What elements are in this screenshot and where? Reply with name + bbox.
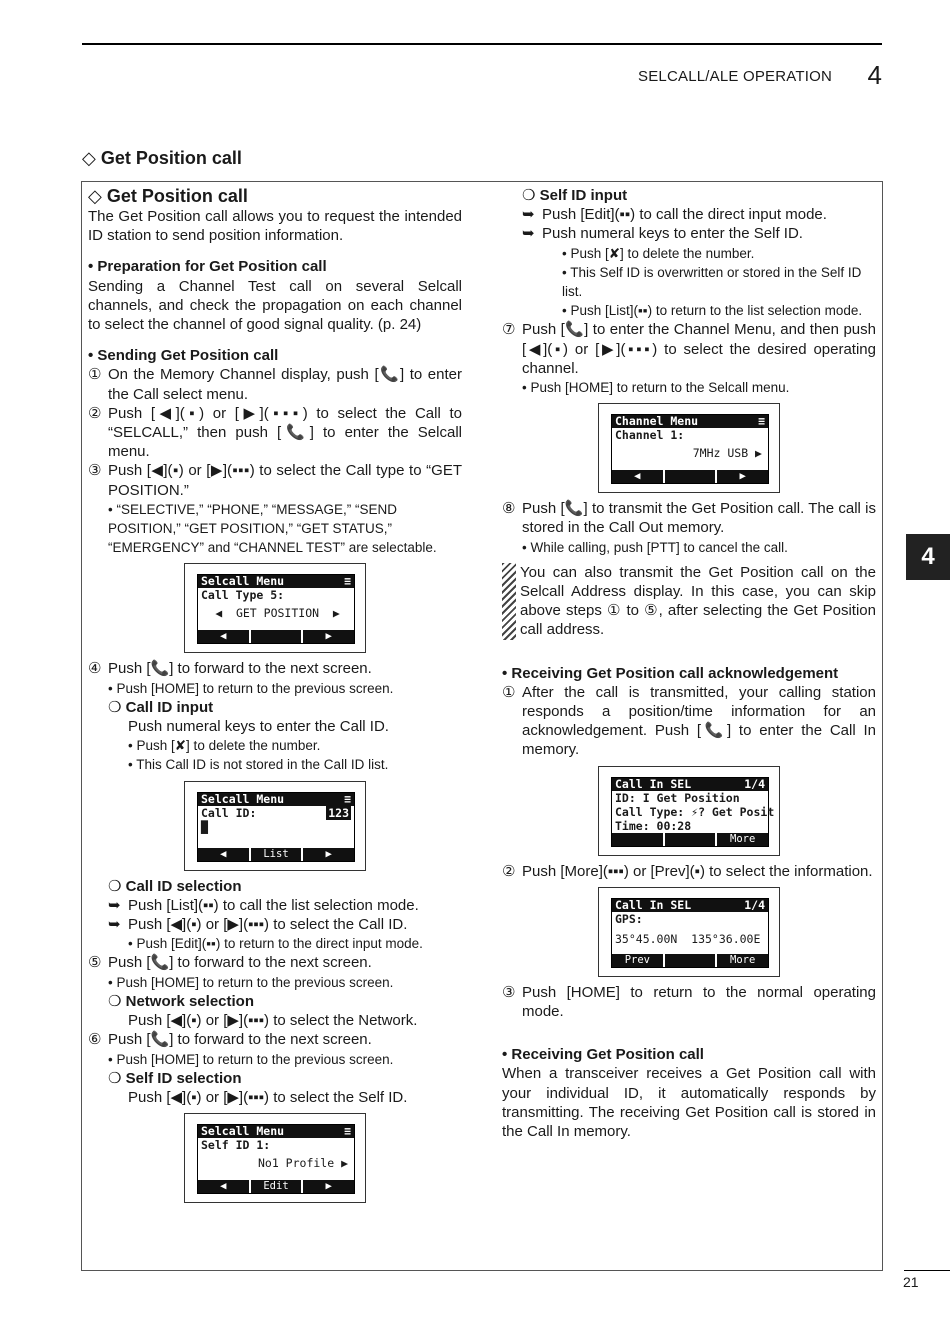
lcd-selcall-self-id: Selcall Menu ≡ Self ID 1: No1 Profile ▶ ◀ Edit ▶ [184, 1113, 366, 1203]
selfid-selection-title: ❍ Self ID selection [108, 1069, 242, 1087]
top-rule [82, 43, 882, 45]
softkey: ◀ [612, 470, 663, 483]
lcd-call-in-detail [598, 766, 780, 856]
intro-text: The Get Position call allows you to request the intended ID station to send position information. [88, 208, 462, 245]
callid-input-title: ❍ Call ID input [108, 698, 214, 716]
softkey [251, 630, 302, 643]
lcd-line: 7MHz USB ▶ [692, 446, 762, 461]
selfid-note: • This Self ID is overwritten or stored in the Self ID list. [562, 264, 862, 300]
lcd-channel-menu: Channel Menu ≡ Channel 1: 7MHz USB ▶ ◀ ▶ [598, 403, 780, 493]
step-8 [502, 499, 876, 537]
network-selection-title: ❍ Network selection [108, 992, 254, 1010]
prep-text: Sending a Channel Test call on several Selcall channels, and check the propagation on each channel to select the channel of good signal quality. (p. 24) [88, 277, 462, 334]
page-number: 21 [903, 1274, 919, 1290]
tip-text: You can also transmit the Get Position call on the Selcall Address display. In this case, you can skip above steps ① to ⑤, after selecting the Get Position call address. [520, 563, 876, 639]
softkey: ▶ [303, 1180, 354, 1193]
softkey: List [251, 848, 302, 861]
step-text: After the call is transmitted, your calling station responds a position/time information for an acknowledgement. Push [📞] to enter the Call In memory. [522, 683, 876, 759]
lcd-line: ID: I Get Position [615, 790, 740, 805]
step-text: Push [◀](▪) or [▶](▪▪▪) to select the Call type to “GET POSITION.” [108, 462, 462, 499]
step-1 [88, 365, 462, 403]
callid-sel-step: Push [◀](▪) or [▶](▪▪▪) to select the Call ID. [128, 916, 408, 934]
receiving-title: • Receiving Get Position call [502, 1046, 704, 1064]
step-6-note: • Push [HOME] to return to the previous screen. [108, 1051, 394, 1067]
softkey: More [717, 954, 768, 967]
chapter-tab: 4 [906, 534, 950, 580]
softkey: Prev [612, 954, 663, 967]
step-number: ④ [88, 660, 102, 678]
step-text: Push [📞] to enter the Channel Menu, and then push [◀](▪) or [▶](▪▪▪) to select the desired operating channel. [522, 321, 876, 377]
selfid-selection-text: Push [◀](▪) or [▶](▪▪▪) to select the Self ID. [128, 1088, 408, 1106]
step-number: ⑤ [88, 954, 102, 972]
lcd-call-in-gps [598, 887, 780, 977]
lcd-value: 123 [328, 805, 349, 820]
lcd-line: ◀ GET POSITION ▶ [215, 606, 340, 621]
lcd-title: Selcall Menu [201, 1124, 285, 1139]
softkey: ◀ [198, 848, 249, 861]
footer-rule [904, 1270, 950, 1271]
section-heading: ◇ Get Position call [82, 148, 242, 168]
tip-box [502, 563, 876, 640]
subsection-heading: ◇ Get Position call [88, 186, 248, 206]
receiving-text: When a transceiver receives a Get Position call with your individual ID, it automatically responds by transmitting. The receiving Get Position call is stored in the Call In memory. [502, 1065, 876, 1141]
arrow-icon: ➥ [108, 916, 121, 934]
step-text: Push [📞] to transmit the Get Position call. The call is stored in the Call Out memory. [522, 500, 876, 537]
callid-selection-title: ❍ Call ID selection [108, 877, 242, 895]
callid-sel-note: • Push [Edit](▪▪) to return to the direct input mode. [128, 936, 423, 952]
lcd-line: No1 Profile ▶ [257, 1156, 348, 1171]
softkey: Edit [251, 1180, 302, 1193]
step-7 [502, 320, 876, 378]
softkey [612, 833, 663, 846]
callid-sel-step: Push [List](▪▪) to call the list selection mode. [128, 896, 419, 914]
ack-step-1 [502, 683, 876, 760]
step-number: ① [502, 683, 516, 701]
step-4-note: • Push [HOME] to return to the previous screen. [108, 680, 394, 696]
step-2 [88, 404, 462, 462]
lcd-count: 1/4 [744, 897, 765, 912]
step-4 [88, 659, 462, 678]
step-3 [88, 461, 462, 499]
step-text: Push [◀](▪) or [▶](▪▪▪) to select the Call to “SELCALL,” then push [📞] to enter the Selcall menu. [108, 404, 462, 461]
lcd-line: Time: 00:28 [615, 818, 692, 833]
softkey: ◀ [198, 1180, 249, 1193]
ack-step-2 [502, 862, 876, 881]
lcd-title: Call In SEL [615, 776, 692, 791]
step-text: Push [📞] to forward to the next screen. [108, 954, 372, 972]
prep-title: • Preparation for Get Position call [88, 258, 327, 276]
running-header: SELCALL/ALE OPERATION [638, 68, 832, 85]
step-5 [88, 953, 462, 972]
selfid-input-title: ❍ Self ID input [522, 187, 628, 204]
lcd-line: Channel 1: [615, 428, 685, 443]
lcd-title: Selcall Menu [201, 791, 285, 806]
step-text: Push [📞] to forward to the next screen. [108, 1031, 372, 1049]
ack-title: • Receiving Get Position call acknowledgement [502, 664, 839, 682]
step-8-note: • While calling, push [PTT] to cancel the call. [522, 539, 788, 555]
callid-note: • Push [✘] to delete the number. [128, 738, 321, 754]
selfid-step: Push [Edit](▪▪) to call the direct input mode. [542, 206, 827, 224]
selfid-step: Push numeral keys to enter the Self ID. [542, 225, 803, 243]
lcd-cursor: █ [201, 819, 208, 834]
step-text: On the Memory Channel display, push [📞] to enter the Call select menu. [108, 366, 462, 403]
lcd-title: Call In SEL [615, 897, 692, 912]
selfid-note: • Push [✘] to delete the number. [562, 245, 755, 261]
arrow-icon: ➥ [522, 206, 535, 224]
step-number: ③ [88, 462, 102, 480]
step-number: ⑦ [502, 321, 516, 339]
step-5-note: • Push [HOME] to return to the previous screen. [108, 974, 394, 990]
lcd-count: 1/4 [744, 776, 765, 791]
lcd-title: Selcall Menu [201, 574, 285, 589]
arrow-icon: ➥ [522, 225, 535, 243]
lcd-line: 35°45.00N 135°36.00E [615, 931, 761, 946]
step-text: Push [HOME] to return to the normal operating mode. [522, 983, 876, 1021]
step-text: Push [📞] to forward to the next screen. [108, 660, 372, 678]
step-6 [88, 1030, 462, 1049]
left-column [88, 186, 462, 1209]
softkey: ▶ [717, 470, 768, 483]
arrow-icon: ➥ [108, 896, 121, 914]
lcd-line: Call Type 5: [201, 588, 285, 603]
send-title: • Sending Get Position call [88, 347, 279, 365]
lcd-title: Channel Menu [615, 414, 699, 429]
lcd-line: Self ID 1: [201, 1138, 271, 1153]
tip-icon [502, 563, 516, 640]
lcd-line: GPS: [615, 911, 643, 926]
step-number: ② [502, 862, 516, 880]
step-number: ⑥ [88, 1031, 102, 1049]
lcd-selcall-call-id: Selcall Menu ≡ Call ID: 123 █ ◀ List ▶ [184, 781, 366, 871]
step-number: ① [88, 366, 102, 384]
softkey: ◀ [198, 630, 249, 643]
step-text: Push [More](▪▪▪) or [Prev](▪) to select the information. [522, 862, 873, 880]
chapter-number: 4 [867, 60, 882, 90]
softkey: ▶ [303, 848, 354, 861]
step-7-note: • Push [HOME] to return to the Selcall menu. [522, 380, 790, 396]
softkey: More [717, 833, 768, 846]
lcd-line: Call ID: [201, 805, 257, 820]
selfid-note: • Push [List](▪▪) to return to the list selection mode. [562, 303, 863, 319]
lcd-selcall-call-type: Selcall Menu ≡ Call Type 5: ◀ GET POSITION ▶ ◀ ▶ [184, 563, 366, 653]
softkey [665, 954, 716, 967]
ack-step-3 [502, 983, 876, 1021]
network-selection-text: Push [◀](▪) or [▶](▪▪▪) to select the Network. [128, 1012, 418, 1030]
lcd-line: Call Type: ⚡? Get Posit [615, 804, 775, 819]
step-number: ③ [502, 983, 516, 1001]
step-number: ② [88, 404, 102, 422]
callid-note: • This Call ID is not stored in the Call ID list. [128, 757, 389, 773]
softkey: ▶ [303, 630, 354, 643]
right-column [502, 186, 876, 1141]
softkey [665, 833, 716, 846]
callid-input-text: Push numeral keys to enter the Call ID. [128, 718, 389, 736]
step-number: ⑧ [502, 500, 516, 518]
softkey [665, 470, 716, 483]
step-3-note: • “SELECTIVE,” “PHONE,” “MESSAGE,” “SEND POSITION,” “GET POSITION,” “GET STATUS,” “EMERGENCY” and “CHANNEL TEST” are selectable. [108, 501, 437, 556]
